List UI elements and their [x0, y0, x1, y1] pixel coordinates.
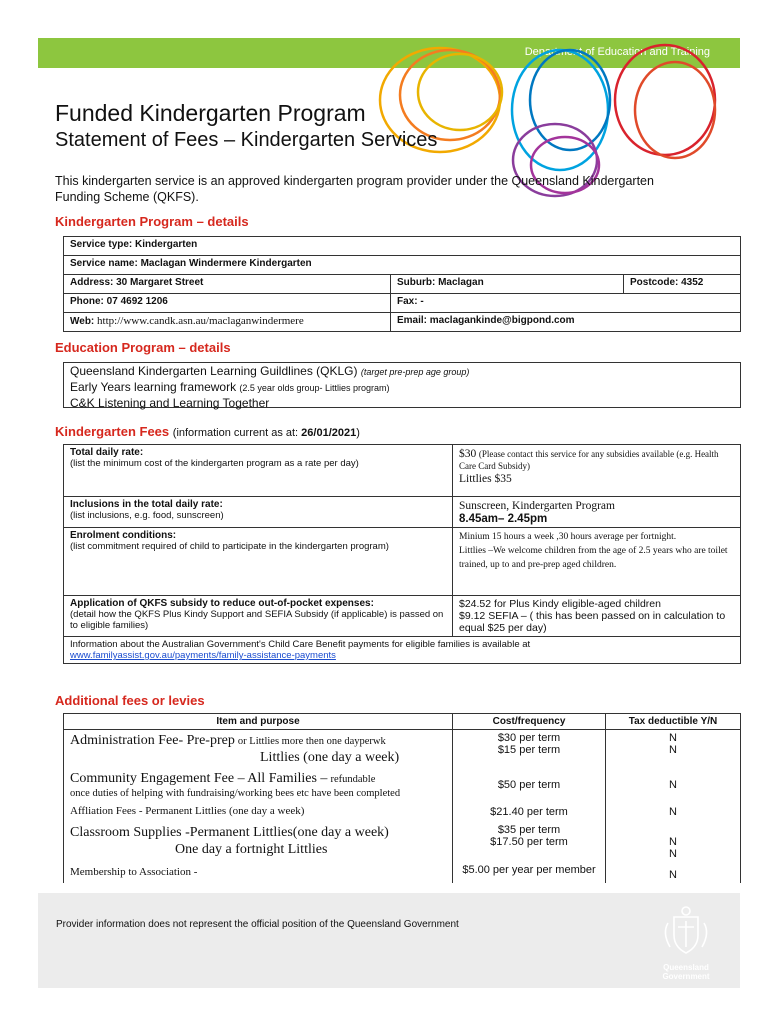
inclusions-cell: Inclusions in the total daily rate: (list inclusions, e.g. food, sunscreen): [64, 497, 453, 528]
suburb: Suburb: Maclagan: [391, 275, 624, 294]
page-subtitle: Statement of Fees – Kindergarten Services: [55, 129, 438, 151]
address: Address: 30 Margaret Street: [64, 275, 391, 294]
education-line-1: Queensland Kindergarten Learning Guildlines (QKLG) (target pre-prep age group): [70, 364, 470, 378]
classroom-cost: $35 per term $17.50 per term: [453, 822, 606, 862]
community-tax: N: [606, 768, 741, 801]
daily-rate-cell: Total daily rate: (list the minimum cost of the kindergarten program as a rate per day): [64, 445, 453, 497]
additional-heading: Additional fees or levies: [55, 693, 205, 708]
inclusions-value: Sunscreen, Kindergarten Program 8.45am– 2.45pm: [453, 497, 741, 528]
ccb-link[interactable]: www.familyassist.gov.au/payments/family-assistance-payments: [70, 650, 336, 661]
col-item: Item and purpose: [64, 714, 453, 730]
col-cost: Cost/frequency: [453, 714, 606, 730]
col-tax: Tax deductible Y/N: [606, 714, 741, 730]
email[interactable]: Email: maclagankinde@bigpond.com: [391, 313, 741, 332]
intro-text: This kindergarten service is an approved kindergarten program provider under the Queensland Kindergarten Funding Scheme (QKFS).: [55, 174, 654, 204]
additional-fees-table: [63, 713, 741, 883]
qkfs-cell: Application of QKFS subsidy to reduce out-of-pocket expenses: (detail how the QKFS Plus Kindy Support and SEFIA Subsidy (if applicable) is passed on to eligible families): [64, 596, 453, 637]
footer-note: Provider information does not represent the official position of the Queensland Government: [56, 919, 459, 930]
program-details-heading: Kindergarten Program – details: [55, 214, 249, 229]
fees-table: [63, 444, 741, 664]
affiliation-tax: N: [606, 801, 741, 822]
postcode: Postcode: 4352: [624, 275, 741, 294]
classroom-tax: N N: [606, 822, 741, 862]
logo-line-2: Government: [662, 972, 710, 981]
membership-tax: N: [606, 862, 741, 883]
education-line-2: Early Years learning framework (2.5 year olds group- Littlies program): [70, 380, 390, 394]
education-box: [63, 362, 741, 408]
department-name: Department of Education and Training: [524, 46, 710, 58]
program-details-table: [63, 236, 741, 332]
affiliation-cost: $21.40 per term: [453, 801, 606, 822]
admin-tax: N N: [606, 730, 741, 769]
row-community: Community Engagement Fee – All Families – refundable once duties of helping with fundraising/working bees etc have been completed: [64, 768, 453, 801]
row-affiliation: Affliation Fees - Permanent Littlies (one day a week): [64, 801, 453, 822]
row-classroom: Classroom Supplies -Permanent Littlies(one day a week) One day a fortnight Littlies: [64, 822, 453, 862]
queensland-logo: [656, 903, 716, 983]
fees-info: (information current as at: 26/01/2021): [172, 427, 360, 439]
education-line-3: C&K Listening and Learning Together: [70, 396, 270, 410]
fax: Fax: -: [391, 294, 741, 313]
fees-heading: Kindergarten Fees (information current as at: 26/01/2021): [55, 424, 360, 439]
enrolment-cell: Enrolment conditions: (list commitment required of child to participate in the kindergarten program): [64, 528, 453, 596]
web: Web: http://www.candk.asn.au/maclaganwindermere: [64, 313, 391, 332]
membership-cost: $5.00 per year per member: [453, 862, 606, 883]
admin-cost: $30 per term $15 per term: [453, 730, 606, 769]
footer: [38, 893, 740, 988]
page-title: Funded Kindergarten Program: [55, 100, 366, 126]
service-name: Service name: Maclagan Windermere Kindergarten: [64, 256, 741, 275]
daily-rate-value: $30 (Please contact this service for any subsidies available (e.g. Health Care Card Subsidy) Littlies $35: [453, 445, 741, 497]
logo-line-1: Queensland: [663, 963, 709, 972]
education-heading: Education Program – details: [55, 340, 231, 355]
header-band: [38, 38, 740, 68]
web-url[interactable]: http://www.candk.asn.au/maclaganwindermere: [97, 315, 304, 327]
row-admin: Administration Fee- Pre-prep or Littlies more then one dayperwk Littlies (one day a week): [64, 730, 453, 769]
community-cost: $50 per term: [453, 768, 606, 801]
phone: Phone: 07 4692 1206: [64, 294, 391, 313]
service-type: Service type: Kindergarten: [64, 237, 741, 256]
row-membership: Membership to Association -: [64, 862, 453, 883]
qkfs-value: $24.52 for Plus Kindy eligible-aged children $9.12 SEFIA – ( this has been passed on in calculation to equal $25 per day): [453, 596, 741, 637]
enrolment-value: Minium 15 hours a week ,30 hours average per fortnight. Littlies –We welcome children from the age of 2.5 years who are toilet trained, up to and pre-prep aged children.: [453, 528, 741, 596]
crest-icon: [656, 903, 716, 961]
ccb-info: Information about the Australian Government's Child Care Benefit payments for eligible families is available at www.familyassist.gov.au/payments/family-assistance-payments: [64, 637, 741, 664]
